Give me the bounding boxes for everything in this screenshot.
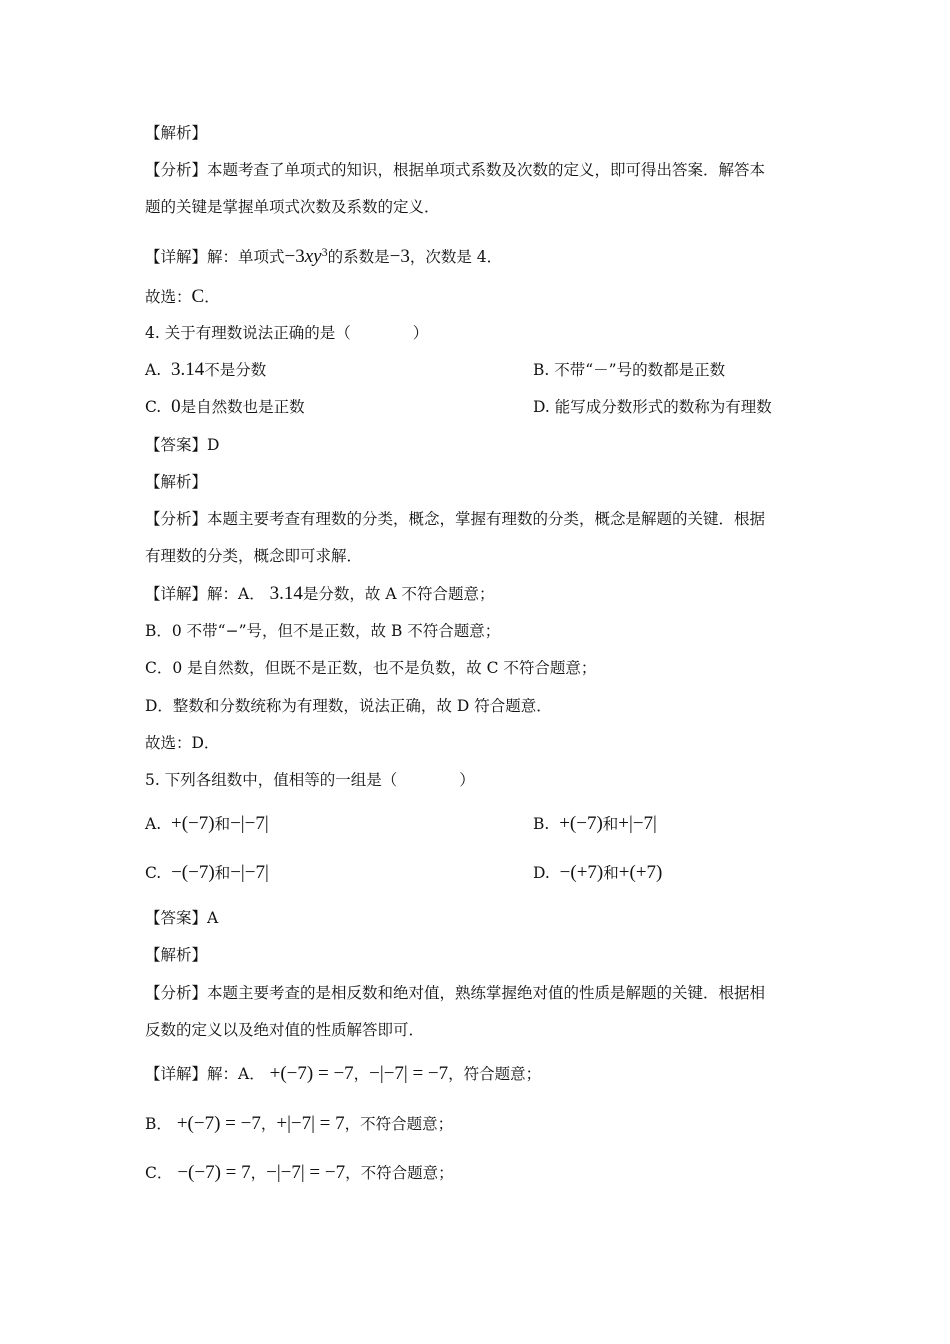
q4-detail-b: B．0 不带“−”号，但不是正数，故 B 不符合题意；	[145, 622, 501, 640]
q4-option-b: B. 不带“－”号的数都是正数	[533, 361, 726, 379]
q4-stem: 4. 关于有理数说法正确的是（ ）	[145, 324, 429, 342]
q5-option-b-expr1: +(−7)	[559, 813, 603, 834]
q3-expr-xy: xy	[304, 246, 322, 268]
q5-option-b-label: B.	[533, 815, 550, 833]
q3-choice-end: ．	[204, 288, 220, 306]
q5-detail-c-sep: ，	[250, 1164, 267, 1182]
q5-option-a-expr1: +(−7)	[170, 813, 215, 834]
q5-detail-b-expr2: +|−7| = 7	[276, 1113, 345, 1134]
q3-choice-value: C	[191, 286, 205, 307]
q5-option-d-expr1: −(+7)	[559, 862, 604, 883]
q5-detail-a-expr2: −|−7| = −7	[369, 1063, 449, 1084]
q5-option-b-expr2: +|−7|	[618, 813, 657, 834]
q5-option-d-expr2: +(+7)	[618, 862, 663, 883]
q4-detail-a-math: 3.14	[269, 583, 303, 604]
q3-detail-line	[145, 242, 502, 267]
q4-analysis-line2: 有理数的分类，概念即可求解．	[145, 547, 363, 565]
q5-option-c-expr2: −|−7|	[230, 862, 269, 883]
q5-option-c-he: 和	[214, 864, 231, 882]
q3-detail-prefix: 【详解】解：单项式	[145, 248, 285, 267]
q5-option-c	[145, 863, 269, 883]
q4-detail-d: D．整数和分数统称为有理数，说法正确，故 D 符合题意．	[145, 697, 552, 715]
q5-detail-a-suffix: ，符合题意；	[448, 1065, 542, 1083]
q3-choice-label: 故选：	[145, 288, 192, 306]
q3-analysis-line1: 【分析】本题考查了单项式的知识，根据单项式系数及次数的定义，即可得出答案．解答本	[145, 161, 766, 179]
q4-answer: 【答案】D	[145, 436, 220, 454]
q3-expr-exponent: 3	[321, 245, 328, 259]
q5-jiexi-heading: 【解析】	[145, 946, 208, 964]
q5-option-a-he: 和	[214, 815, 231, 833]
q3-analysis-line2: 题的关键是掌握单项式次数及系数的定义．	[145, 198, 440, 216]
q4-option-c-math: 0	[171, 396, 181, 417]
q5-option-a-label: A.	[145, 815, 162, 833]
q5-detail-c-prefix: C．	[145, 1164, 173, 1182]
q5-option-d	[533, 863, 662, 883]
q5-option-a-expr2: −|−7|	[230, 813, 269, 834]
q5-analysis-line1: 【分析】本题主要考查的是相反数和绝对值，熟练掌握绝对值的性质是解题的关键．根据相	[145, 984, 766, 1002]
q5-detail-a-sep: ，	[353, 1065, 370, 1083]
q5-detail-b	[145, 1114, 453, 1134]
q4-detail-a-prefix: 【详解】解：A．	[145, 585, 265, 603]
q4-option-c	[145, 397, 305, 417]
q3-choice-line	[145, 287, 220, 307]
q5-option-b	[533, 814, 657, 834]
q5-detail-a-prefix: 【详解】解：A．	[145, 1065, 265, 1083]
q4-jiexi-heading: 【解析】	[145, 473, 208, 491]
q5-detail-b-prefix: B．	[145, 1115, 172, 1133]
q5-detail-c-expr2: −|−7| = −7	[266, 1162, 346, 1183]
q3-expr-coef: −3	[284, 246, 305, 268]
q4-option-a-label: A.	[145, 361, 162, 379]
q4-choice-line: 故选：D．	[145, 734, 220, 752]
q3-detail-mid: 的系数是	[327, 248, 390, 267]
q5-detail-a-expr1: +(−7) = −7	[269, 1063, 354, 1084]
q5-stem: 5. 下列各组数中，值相等的一组是（ ）	[145, 771, 475, 789]
q4-option-a-text: 不是分数	[204, 361, 267, 379]
q5-option-d-he: 和	[603, 864, 619, 882]
q4-detail-a-suffix: 是分数，故 A 不符合题意；	[302, 585, 495, 603]
q5-option-a	[145, 814, 269, 834]
q3-expr-value: −3	[389, 246, 410, 268]
q5-detail-c-suffix: ，不符合题意；	[345, 1164, 454, 1182]
q5-detail-b-sep: ，	[260, 1115, 277, 1133]
q5-analysis-line2: 反数的定义以及绝对值的性质解答即可．	[145, 1021, 425, 1039]
q5-option-b-he: 和	[602, 815, 619, 833]
q4-analysis-line1: 【分析】本题主要考查有理数的分类，概念，掌握有理数的分类，概念是解题的关键．根据	[145, 510, 766, 528]
q4-detail-c: C．0 是自然数，但既不是正数，也不是负数，故 C 不符合题意；	[145, 659, 597, 677]
q4-option-c-label: C.	[145, 398, 162, 416]
q5-detail-c	[145, 1163, 454, 1183]
q3-detail-suffix: ，次数是 4．	[409, 248, 503, 267]
q4-option-a-math: 3.14	[170, 359, 205, 380]
q4-detail-a	[145, 584, 494, 604]
q5-answer: 【答案】A	[145, 909, 219, 927]
q5-option-d-label: D.	[533, 864, 550, 882]
q5-detail-a	[145, 1064, 541, 1084]
q4-option-c-text: 是自然数也是正数	[180, 398, 305, 416]
q5-detail-b-expr1: +(−7) = −7	[176, 1113, 261, 1134]
q5-detail-b-suffix: ，不符合题意；	[344, 1115, 454, 1133]
q4-option-a	[145, 360, 266, 380]
q3-jiexi-heading: 【解析】	[145, 124, 208, 142]
q5-option-c-expr1: −(−7)	[171, 862, 215, 883]
q5-detail-c-expr1: −(−7) = 7	[177, 1162, 251, 1183]
q4-option-d: D. 能写成分数形式的数称为有理数	[533, 398, 772, 416]
q5-option-c-label: C.	[145, 864, 162, 882]
